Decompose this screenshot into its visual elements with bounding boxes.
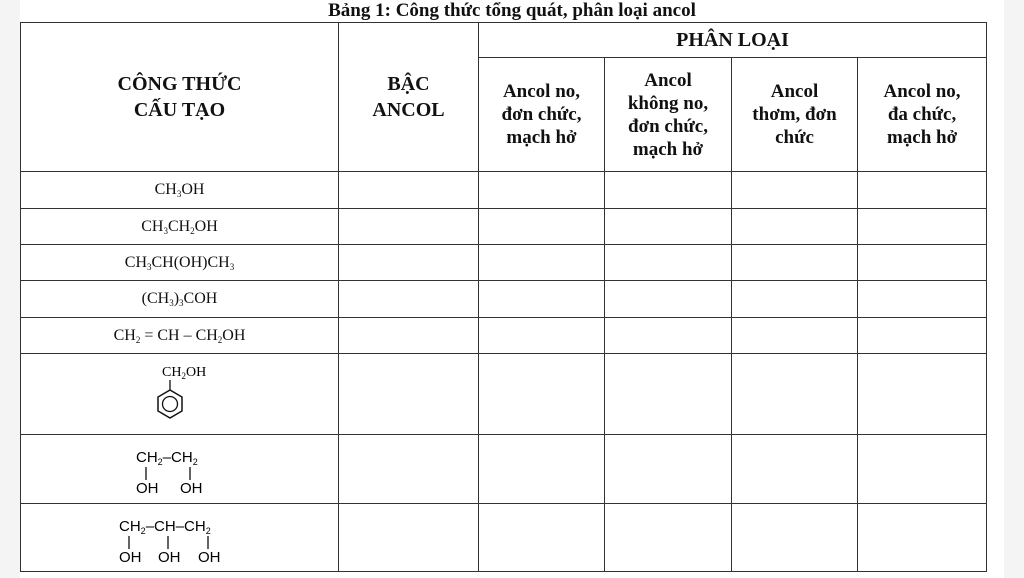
formula-methanol: $CH_3OH$ [21,172,339,209]
cell-empty [732,245,858,281]
cell-empty [605,504,732,572]
cell-empty [339,504,479,572]
ethylene-glycol-structure [120,440,240,498]
header-classification: PHÂN LOẠI [479,23,987,58]
benzyl-label: $CH_2OH$ [161,365,206,381]
formula-ethylene-glycol [21,435,339,504]
cell-empty [479,318,605,354]
cell-empty [732,504,858,572]
table-row [21,209,987,245]
cell-empty [605,435,732,504]
cell-empty [605,245,732,281]
cell-empty [858,281,987,318]
cell-empty [339,435,479,504]
cell-empty [479,435,605,504]
formula-glycerol [21,504,339,572]
cell-empty [479,354,605,435]
cell-empty [605,281,732,318]
table-row [21,281,987,318]
aromatic-circle-icon [162,397,177,412]
cell-empty [479,172,605,209]
cell-empty [858,209,987,245]
cell-empty [339,281,479,318]
cell-empty [732,281,858,318]
cell-empty [605,354,732,435]
glycol-chain: $CH_2-CH_2$ [135,449,198,467]
cell-empty [479,504,605,572]
glycerol-chain: $CH_2-CH-CH_2$ [118,517,211,536]
alcohol-classification-table [20,22,987,572]
cell-empty [858,504,987,572]
table-row [21,435,987,504]
cell-empty [339,318,479,354]
table-caption: Bảng 1: Công thức tổng quát, phân loại ancol [328,0,696,21]
cell-empty [858,245,987,281]
header-alcohol-order: BẬC ANCOL [339,23,479,172]
formula-allyl-alcohol: $CH_2$ = CH – $CH_2OH$ [21,318,339,354]
cell-empty [858,318,987,354]
cell-empty [858,354,987,435]
hydroxyl-label: OH [135,480,158,497]
cell-empty [605,209,732,245]
cell-empty [605,318,732,354]
table-row [21,172,987,209]
cell-empty [339,172,479,209]
cell-empty [339,245,479,281]
table-row [21,354,987,435]
cell-empty [732,318,858,354]
formula-benzyl-alcohol [21,354,339,435]
document-page [20,0,1004,578]
hydroxyl-label: OH [197,548,220,566]
cell-empty [732,435,858,504]
header-aromatic-monohydric: Ancol thơm, đơn chức [732,58,858,172]
benzyl-alcohol-structure [120,360,240,428]
cell-empty [479,209,605,245]
table-row [21,318,987,354]
header-unsaturated-monohydric: Ancol không no, đơn chức, mạch hở [605,58,732,172]
cell-empty [858,172,987,209]
cell-empty [339,354,479,435]
cell-empty [732,354,858,435]
table-row [21,504,987,572]
benzene-ring-icon [158,390,182,418]
formula-ethanol: $CH_3CH_2OH$ [21,209,339,245]
header-formula: CÔNG THỨC CẤU TẠO [21,23,339,172]
formula-isopropanol: $CH_3CH(OH)CH_3$ [21,245,339,281]
cell-empty [732,209,858,245]
header-saturated-monohydric: Ancol no, đơn chức, mạch hở [479,58,605,172]
header-saturated-polyhydric: Ancol no, đa chức, mạch hở [858,58,987,172]
cell-empty [605,172,732,209]
hydroxyl-label: OH [179,480,202,497]
cell-empty [479,245,605,281]
cell-empty [732,172,858,209]
cell-empty [339,209,479,245]
table-row [21,245,987,281]
formula-tert-butanol: $(CH_3)_3COH$ [21,281,339,318]
glycerol-structure [105,509,255,567]
hydroxyl-label: OH [118,548,141,566]
hydroxyl-label: OH [157,548,180,566]
cell-empty [479,281,605,318]
cell-empty [858,435,987,504]
